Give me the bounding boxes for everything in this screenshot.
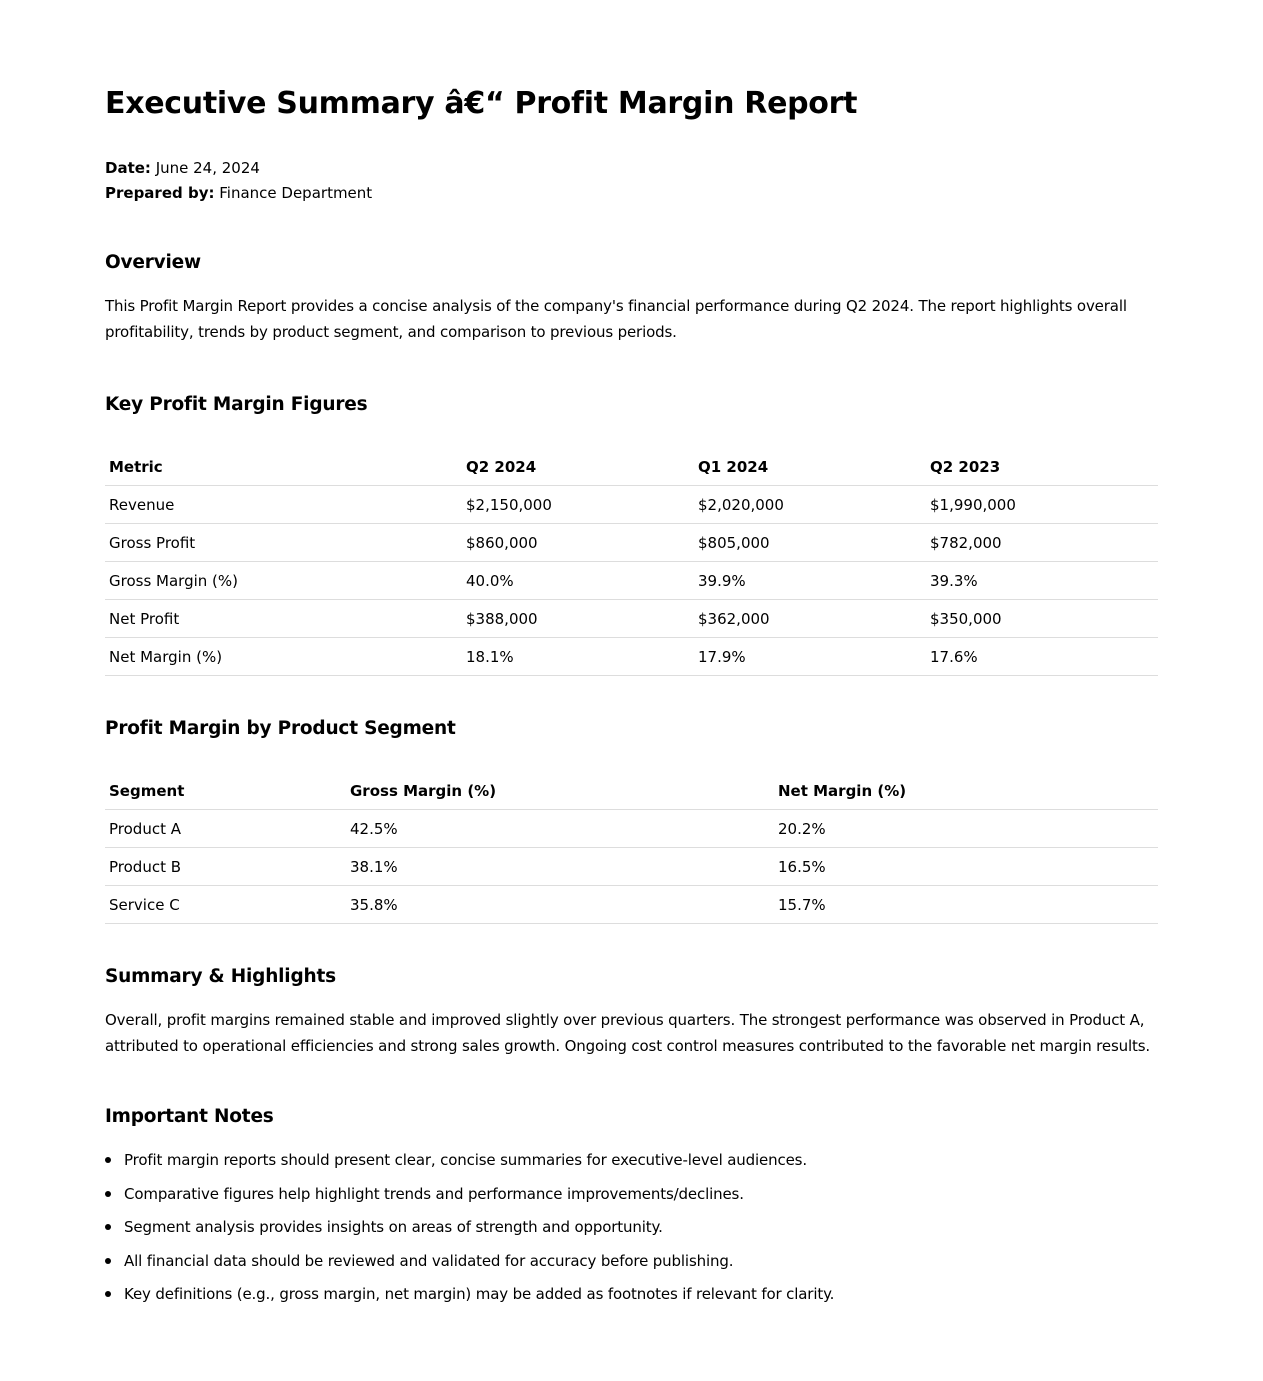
table-cell: $805,000 — [694, 524, 926, 562]
overview-section — [105, 250, 1158, 345]
list-item — [105, 1250, 1158, 1272]
table-cell: 16.5% — [774, 848, 1158, 886]
table-cell: 40.0% — [462, 562, 694, 600]
summary-text: Overall, profit margins remained stable and improved slightly over previous quarters. The strongest performance was observed in Product A, attributed to operational efficiencies and strong sales growth. Ongoing cost control measures contributed to the favorable net margin results. — [105, 1011, 1150, 1055]
table-cell: Net Margin (%) — [105, 638, 462, 676]
table-cell: 18.1% — [462, 638, 694, 676]
column-header-net-margin: Net Margin (%) — [774, 772, 1158, 810]
bullet-icon — [105, 1291, 111, 1297]
date-value: June 24, 2024 — [155, 159, 260, 177]
table-cell: $860,000 — [462, 524, 694, 562]
table-cell: 39.3% — [926, 562, 1158, 600]
table-cell: Gross Margin (%) — [105, 562, 462, 600]
notes-list — [105, 1149, 1158, 1305]
note-text: Comparative figures help highlight trends and performance improvements/declines. — [124, 1184, 744, 1203]
table-cell: Revenue — [105, 486, 462, 524]
report-meta — [105, 156, 1158, 206]
key-figures-heading: Key Profit Margin Figures — [105, 394, 368, 415]
date-line — [105, 156, 1158, 181]
table-cell: 39.9% — [694, 562, 926, 600]
note-text: Segment analysis provides insights on areas of strength and opportunity. — [124, 1218, 663, 1236]
table-row — [105, 638, 1158, 676]
notes-heading: Important Notes — [105, 1106, 274, 1127]
table-row — [105, 810, 1158, 848]
table-cell: $782,000 — [926, 524, 1158, 562]
table-cell: 20.2% — [774, 810, 1158, 848]
note-text: Profit margin reports should present clear, concise summaries for executive-level audiences. — [124, 1151, 807, 1169]
table-cell: Product A — [105, 810, 346, 848]
note-text: Key definitions (e.g., gross margin, net margin) may be added as footnotes if relevant for clarity. — [124, 1285, 835, 1303]
table-cell: 38.1% — [346, 848, 774, 886]
key-figures-section — [105, 392, 1158, 676]
table-cell: 17.6% — [926, 638, 1158, 676]
segments-table — [105, 772, 1158, 924]
column-header-gross-margin: Gross Margin (%) — [346, 772, 774, 810]
key-figures-table — [105, 448, 1158, 676]
table-cell: Gross Profit — [105, 524, 462, 562]
table-row — [105, 486, 1158, 524]
page-title: Executive Summary â€“ Profit Margin Report — [105, 86, 858, 121]
table-cell: 15.7% — [774, 886, 1158, 924]
segments-section — [105, 716, 1158, 924]
table-cell: $1,990,000 — [926, 486, 1158, 524]
note-text: All financial data should be reviewed and validated for accuracy before publishing. — [124, 1251, 734, 1270]
notes-section — [105, 1104, 1158, 1305]
table-cell: Product B — [105, 848, 346, 886]
document-content — [105, 84, 1158, 1317]
prepared-by-value: Finance Department — [219, 184, 373, 202]
list-item — [105, 1183, 1158, 1205]
date-label: Date: — [105, 159, 151, 177]
summary-heading: Summary & Highlights — [105, 966, 336, 987]
table-row — [105, 600, 1158, 638]
column-header-q2-2023: Q2 2023 — [926, 448, 1158, 486]
table-cell: 35.8% — [346, 886, 774, 924]
table-cell: $388,000 — [462, 600, 694, 638]
table-cell: $362,000 — [694, 600, 926, 638]
column-header-metric: Metric — [105, 448, 462, 486]
bullet-icon — [105, 1191, 111, 1197]
table-cell: Service C — [105, 886, 346, 924]
column-header-q1-2024: Q1 2024 — [694, 448, 926, 486]
table-header-row — [105, 448, 1158, 486]
column-header-segment: Segment — [105, 772, 346, 810]
table-row — [105, 562, 1158, 600]
table-cell: Net Profit — [105, 600, 462, 638]
column-header-q2-2024: Q2 2024 — [462, 448, 694, 486]
overview-heading: Overview — [105, 252, 201, 273]
bullet-icon — [105, 1224, 111, 1230]
list-item — [105, 1283, 1158, 1305]
table-cell: 42.5% — [346, 810, 774, 848]
table-cell: 17.9% — [694, 638, 926, 676]
prepared-by-label: Prepared by: — [105, 184, 215, 202]
table-row — [105, 848, 1158, 886]
segments-heading: Profit Margin by Product Segment — [105, 718, 456, 739]
bullet-icon — [105, 1258, 111, 1264]
table-row — [105, 886, 1158, 924]
table-header-row — [105, 772, 1158, 810]
table-row — [105, 524, 1158, 562]
table-cell: $2,150,000 — [462, 486, 694, 524]
table-cell: $2,020,000 — [694, 486, 926, 524]
list-item — [105, 1216, 1158, 1238]
table-cell: $350,000 — [926, 600, 1158, 638]
prepared-by-line — [105, 181, 1158, 206]
overview-text: This Profit Margin Report provides a concise analysis of the company's financial performance during Q2 2024. The report highlights overall profitability, trends by product segment, and comparison to previous periods. — [105, 297, 1127, 341]
bullet-icon — [105, 1157, 111, 1163]
summary-section — [105, 964, 1158, 1059]
list-item — [105, 1149, 1158, 1171]
